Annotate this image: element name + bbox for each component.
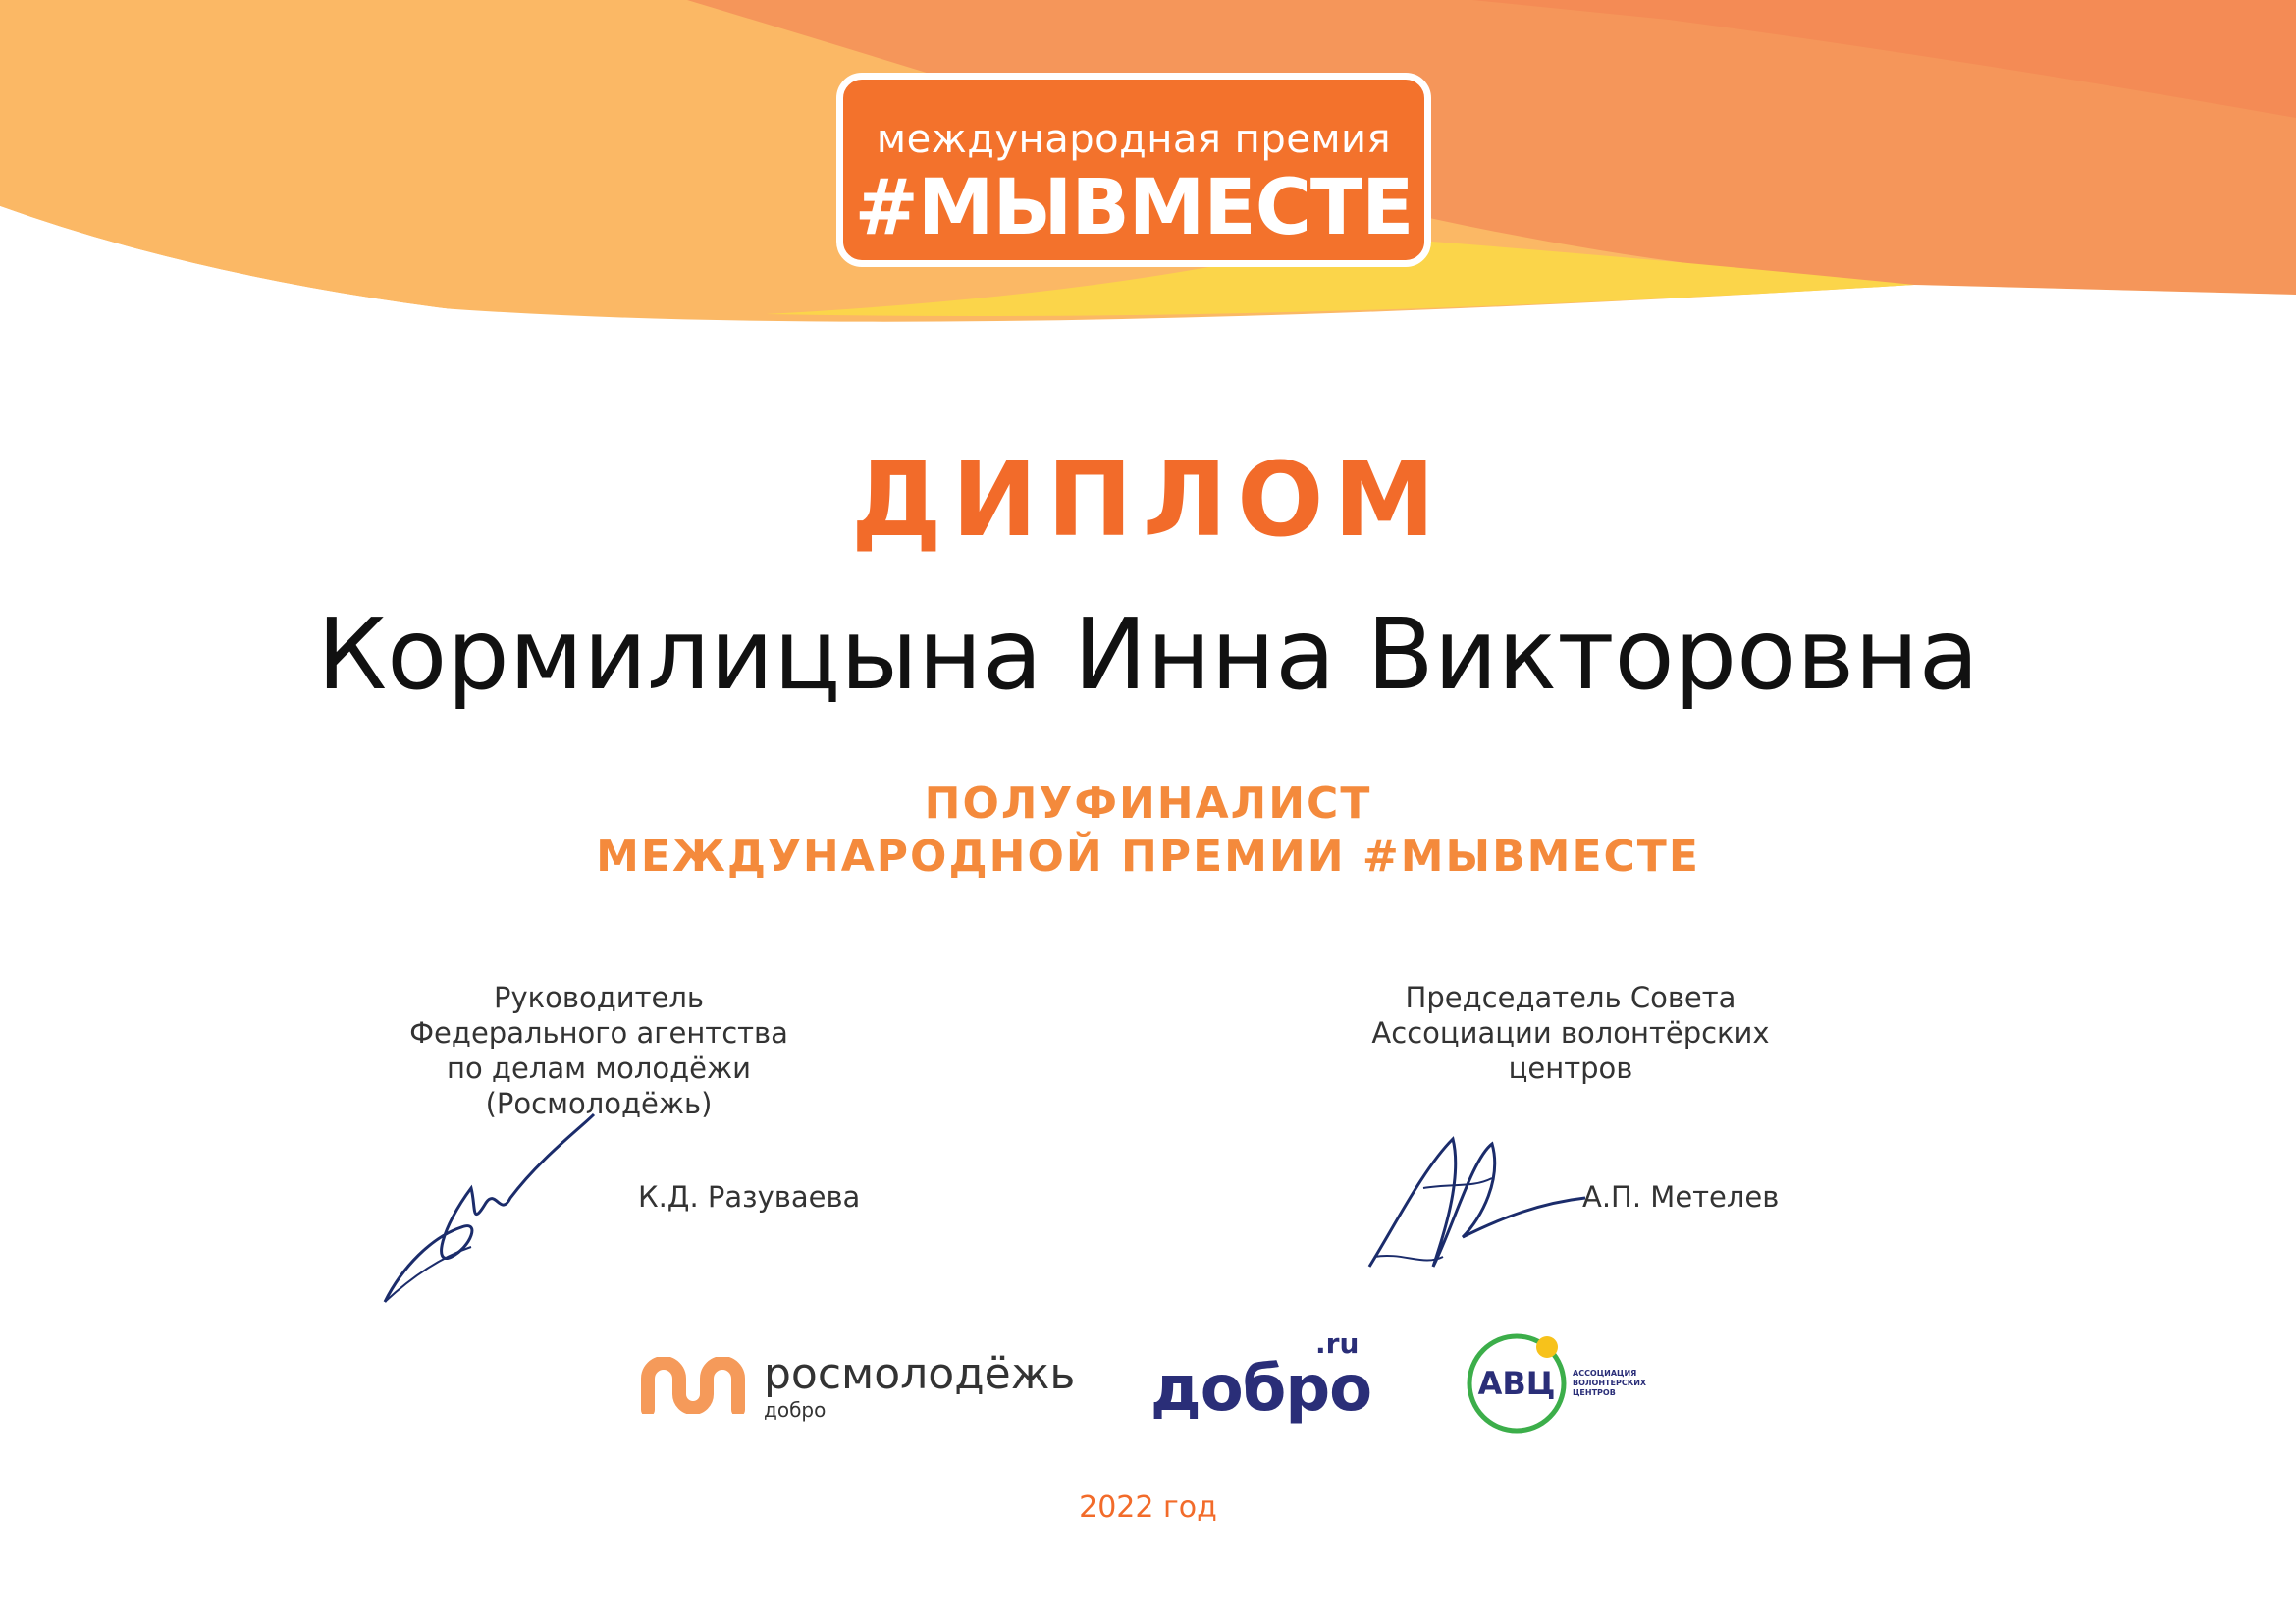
badge-hashtag: #МЫВМЕСТЕ bbox=[854, 164, 1414, 252]
status-line-2: МЕЖДУНАРОДНОЙ ПРЕМИИ #МЫВМЕСТЕ bbox=[596, 832, 1700, 882]
position-line: Руководитель bbox=[493, 981, 704, 1014]
position-line: центров bbox=[1508, 1052, 1633, 1085]
rosmolodezh-logo-text: росмолодёжь bbox=[764, 1349, 1076, 1399]
signature-left bbox=[373, 1109, 609, 1306]
position-line: Ассоциации волонтёрских bbox=[1371, 1016, 1770, 1050]
signatory-left-name: К.Д. Разуваева bbox=[638, 1180, 861, 1214]
avc-logo-caption bbox=[1573, 1369, 1646, 1398]
position-line: (Росмолодёжь) bbox=[485, 1087, 713, 1120]
dobro-logo: добро bbox=[1150, 1353, 1372, 1426]
recipient-name: Кормилицына Инна Викторовна bbox=[317, 597, 1979, 712]
avc-caption-line: ВОЛОНТЕРСКИХ bbox=[1573, 1379, 1647, 1387]
position-line: по делам молодёжи bbox=[447, 1052, 751, 1085]
award-status bbox=[0, 778, 2296, 884]
document-title: ДИПЛОМ bbox=[851, 440, 1445, 560]
avc-caption-line: ЦЕНТРОВ bbox=[1573, 1388, 1616, 1397]
avc-caption-line: АССОЦИАЦИЯ bbox=[1573, 1369, 1637, 1378]
status-line-1: ПОЛУФИНАЛИСТ bbox=[924, 779, 1372, 829]
position-line: Федерального агентства bbox=[409, 1016, 788, 1050]
position-line: Председатель Совета bbox=[1405, 981, 1736, 1014]
award-badge-logo bbox=[836, 73, 1431, 267]
issue-year: 2022 год bbox=[1079, 1490, 1217, 1525]
signatory-left-position bbox=[373, 980, 825, 1121]
signatory-right-position bbox=[1325, 980, 1816, 1086]
rosmolodezh-logo-subtext: добро bbox=[764, 1398, 827, 1422]
dobro-logo-suffix: .ru bbox=[1315, 1327, 1360, 1360]
avc-logo-abbr: АВЦ bbox=[1477, 1365, 1556, 1402]
rosmolodezh-logo-mark bbox=[640, 1357, 746, 1414]
badge-subtitle: международная премия bbox=[876, 117, 1392, 162]
signatory-right-name: А.П. Метелев bbox=[1582, 1180, 1780, 1214]
signature-right bbox=[1364, 1119, 1590, 1276]
